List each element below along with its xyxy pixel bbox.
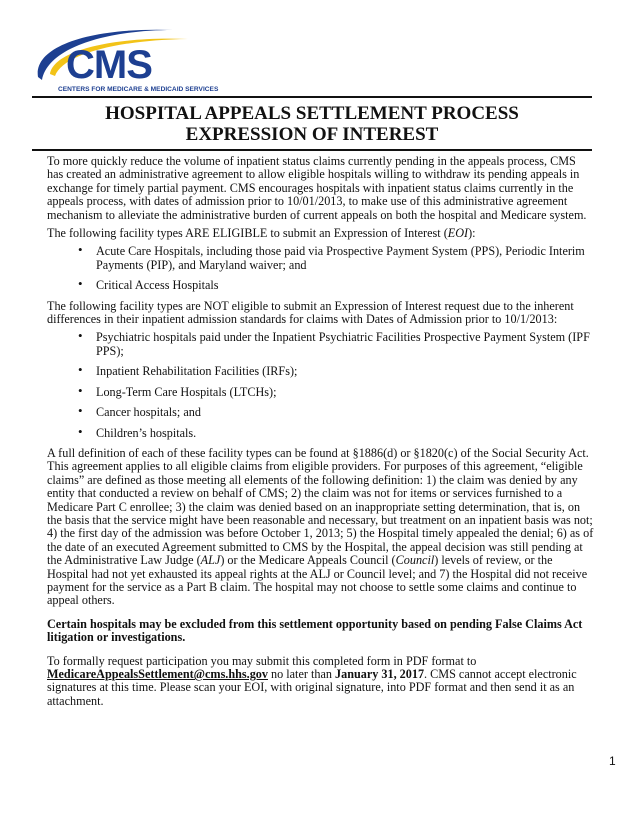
list-item: • Critical Access Hospitals (96, 279, 595, 292)
deadline: January 31, 2017 (335, 667, 425, 681)
exclusion-warning: Certain hospitals may be excluded from this settlement opportunity based on pending False Claims Act litigation or investigations. (47, 616, 583, 645)
not-eligible-list (47, 331, 595, 439)
definition-paragraph: A full definition of each of these facility types can be found at §1886(d) or §1820(c) of the Social Security Act. This agreement applies to all eligible claims from eligible providers. For purposes of this agreement, “eligible claims” are defined as those meeting all elements of the following definition: 1) the claim was denied by any entity that conducted a review on behalf of CMS; 2) the claim was not for items or services furnished to a Medicare Part C enrollee; 3) the claim was denied based on an inappropriate setting determination, that is, on the basis that the service might have been reasonable and necessary, but treatment on an inpatient basis was not; 4) the first day of the admission was before October 1, 2013; 5) the Hospital timely appealed the denial; 6) as of the date of an executed Agreement submitted to CMS by the Hospital, the appeal decision was still pending at the Administrative Law Judge (ALJ) or the Medicare Appeals Council (Council) levels of review, or the Hospital had not yet exhausted its appeal rights at the ALJ or Council level; and 7) the Hospital did not receive payment for the service as a Part B claim. The hospital may not choose to settle some claims and continue to appeal others. (47, 445, 594, 608)
list-item: • Children’s hospitals. (96, 427, 595, 440)
list-item: • Cancer hospitals; and (96, 406, 595, 419)
eligible-lead: The following facility types ARE ELIGIBLE to submit an Expression of Interest (EOI): (47, 226, 476, 241)
document-body (47, 155, 595, 713)
eligible-list (47, 245, 595, 292)
intro-paragraph: To more quickly reduce the volume of inpatient status claims currently pending in the appeals process, CMS has created an administrative agreement to allow eligible hospitals willing to withdraw its pending appeals in exchange for timely partial payment. CMS encourages hospitals with inpatient status claims currently in the appeals process, with dates of admission prior to 10/01/2013, to make use of this administrative agreement mechanism to alleviate the administrative burden of current appeals on both the hospital and Medicare system. (47, 154, 587, 222)
title-divider (32, 149, 592, 151)
not-eligible-lead: The following facility types are NOT eligible to submit an Expression of Interest request due to the inherent differences in their inpatient admission standards for claims with Dates of Admission prior to 10/1/2013: (47, 298, 574, 327)
cms-logo (28, 22, 228, 94)
page-title (32, 103, 592, 145)
list-item: • Inpatient Rehabilitation Facilities (IRFs); (96, 365, 595, 378)
top-divider (32, 96, 592, 98)
svg-text:CENTERS FOR MEDICARE & MEDICAI: CENTERS FOR MEDICARE & MEDICAID SERVICES (58, 86, 219, 93)
email-link[interactable]: MedicareAppealsSettlement@cms.hhs.gov (47, 667, 268, 681)
svg-text:CMS: CMS (66, 43, 152, 87)
list-item: • Psychiatric hospitals paid under the Inpatient Psychiatric Facilities Prospective Payment System (IPF PPS); (96, 331, 595, 358)
submission-paragraph: To formally request participation you may submit this completed form in PDF format to MedicareAppealsSettlement@cms.hhs.gov no later than January 31, 2017. CMS cannot accept electronic signatures at this time. Please scan your EOI, with original signature, into PDF format and then send it as an attachment. (47, 653, 577, 708)
list-item: • Acute Care Hospitals, including those paid via Prospective Payment System (PPS), Periodic Interim Payments (PIP), and Maryland waiver; and (96, 245, 595, 272)
title-line-2: EXPRESSION OF INTEREST (185, 124, 439, 145)
page-number: 1 (609, 754, 616, 768)
list-item: • Long-Term Care Hospitals (LTCHs); (96, 386, 595, 399)
title-line-1: HOSPITAL APPEALS SETTLEMENT PROCESS (105, 103, 519, 124)
